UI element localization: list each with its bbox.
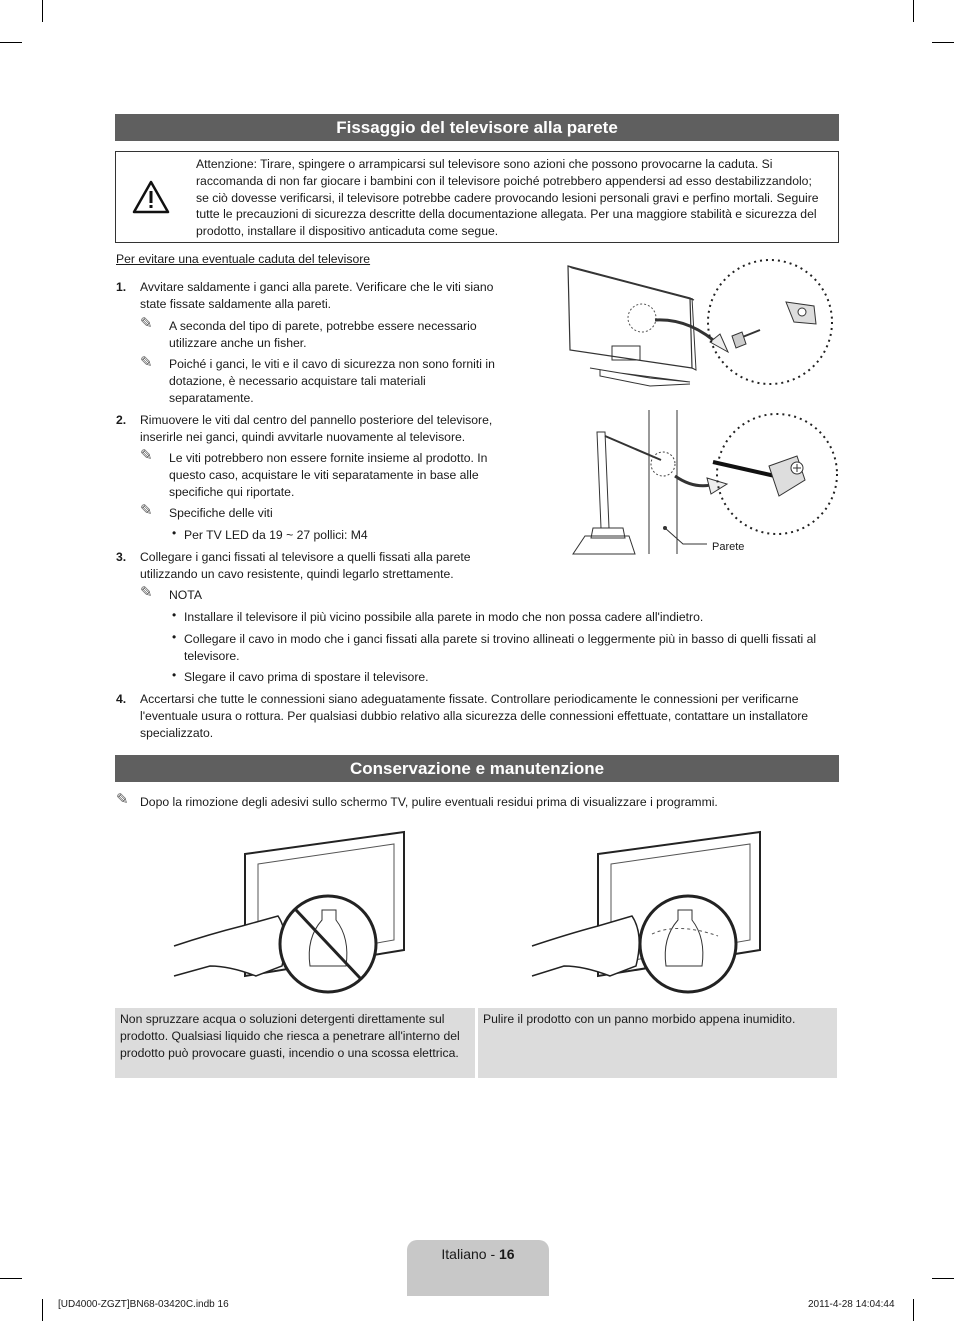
section-title-maintenance: Conservazione e manutenzione bbox=[115, 755, 839, 782]
crop-mark bbox=[932, 1278, 954, 1279]
soft-cloth-illustration bbox=[528, 826, 778, 998]
step-3-text: Collegare i ganci fissati al televisore a quelli fissati alla parete utilizzando un cavo resistente, quindi legarlo strettamente. bbox=[140, 550, 471, 581]
wall-label: Parete bbox=[712, 541, 745, 553]
step-2-note-2: Specifiche delle viti bbox=[169, 506, 273, 520]
subheading: Per evitare una eventuale caduta del televisore bbox=[116, 252, 371, 266]
step-1-note-1: A seconda del tipo di parete, potrebbe essere necessario utilizzare anche un fisher. bbox=[169, 319, 477, 350]
language-label: Italiano - bbox=[441, 1246, 499, 1262]
nota-bullet-1: Installare il televisore il più vicino possibile alla parete in modo che non possa cadere all'indietro. bbox=[184, 610, 704, 624]
print-date: 2011-4-28 14:04:44 bbox=[808, 1299, 895, 1310]
warning-text bbox=[196, 156, 826, 240]
nota-label: NOTA bbox=[169, 588, 202, 602]
section-title-wall-mount: Fissaggio del televisore alla parete bbox=[115, 114, 839, 141]
crop-mark bbox=[0, 1278, 22, 1279]
crop-mark bbox=[42, 0, 43, 22]
cleaning-instruction-cell: Pulire il prodotto con un panno morbido appena inumidito. bbox=[478, 1008, 837, 1078]
page-number-tab bbox=[407, 1240, 549, 1296]
crop-mark bbox=[42, 1299, 43, 1321]
step-1-note-2: Poiché i ganci, le viti e il cavo di sicurezza non sono forniti in dotazione, è necessario acquistare tali materiali separatamente. bbox=[169, 357, 495, 405]
crop-mark bbox=[913, 0, 914, 22]
step-number: 2. bbox=[116, 413, 127, 427]
step-2-bullet: Per TV LED da 19 ~ 27 pollici: M4 bbox=[184, 528, 368, 542]
cleaning-warning-cell: Non spruzzare acqua o soluzioni detergenti direttamente sul prodotto. Qualsiasi liquido che riesca a penetrare all'interno del prodotto può provocare guasti, incendio o una scossa elettrica. bbox=[115, 1008, 475, 1078]
crop-mark bbox=[932, 42, 954, 43]
crop-mark bbox=[0, 42, 22, 43]
step-2-note-1: Le viti potrebbero non essere fornite insieme al prodotto. In questo caso, acquistare le viti separatamente in base alle specifiche qui riportate. bbox=[169, 451, 488, 499]
nota-bullet-3: Slegare il cavo prima di spostare il televisore. bbox=[184, 670, 429, 684]
bullet-icon: • bbox=[172, 526, 177, 540]
pencil-note-icon: ✎ bbox=[140, 315, 153, 332]
step-number: 1. bbox=[116, 280, 127, 294]
pencil-note-icon: ✎ bbox=[140, 584, 153, 601]
pencil-note-icon: ✎ bbox=[140, 502, 153, 519]
tv-back-bracket-illustration bbox=[560, 258, 840, 398]
pencil-note-icon: ✎ bbox=[116, 791, 129, 808]
page-number: 16 bbox=[499, 1246, 515, 1262]
step-4-text: Accertarsi che tutte le connessioni siano adeguatamente fissate. Controllare periodicamente le connessioni per verificarne l'eventuale usura o rottura. Per qualsiasi dubbio relativo alla sicurezza delle connessioni effettuate, contattare un installatore specializzato. bbox=[140, 692, 809, 740]
tv-side-wall-illustration bbox=[565, 410, 845, 560]
warning-box bbox=[115, 151, 839, 243]
no-spray-illustration bbox=[170, 826, 420, 998]
file-name: [UD4000-ZGZT]BN68-03420C.indb 16 bbox=[58, 1299, 229, 1310]
nota-bullet-2: Collegare il cavo in modo che i ganci fissati alla parete si trovino allineati o leggermente più in basso di quelli fissati al televisore. bbox=[184, 632, 817, 663]
maintenance-note: Dopo la rimozione degli adesivi sullo schermo TV, pulire eventuali residui prima di visualizzare i programmi. bbox=[140, 795, 718, 809]
bullet-icon: • bbox=[172, 608, 177, 622]
warning-triangle-icon bbox=[132, 180, 170, 214]
warning-label: Attenzione bbox=[196, 157, 254, 171]
bullet-icon: • bbox=[172, 630, 177, 644]
pencil-note-icon: ✎ bbox=[140, 447, 153, 464]
pencil-note-icon: ✎ bbox=[140, 354, 153, 371]
step-number: 3. bbox=[116, 550, 127, 564]
step-1-text: Avvitare saldamente i ganci alla parete. Verificare che le viti siano state fissate saldamente alla pareti. bbox=[140, 280, 494, 311]
step-2-text: Rimuovere le viti dal centro del pannello posteriore del televisore, inserirle nei ganci, quindi avvitarle nuovamente al televisore. bbox=[140, 413, 493, 444]
crop-mark bbox=[913, 1299, 914, 1321]
step-number: 4. bbox=[116, 692, 127, 706]
bullet-icon: • bbox=[172, 668, 177, 682]
warning-body: : Tirare, spingere o arrampicarsi sul televisore sono azioni che possono provocarne la caduta. Si raccomanda di non far giocare i bambini con il televisore poiché potrebbero appendersi ad esso destabilizzandolo; se ciò dovesse verificarsi, il televisore potrebbe cadere provocando lesioni personali gravi e perfino mortali. Seguire tutte le precauzioni di sicurezza descritte della documentazione allegata. Per una maggiore stabilità e sicurezza del prodotto, installare il dispositivo anticaduta come segue. bbox=[196, 157, 819, 239]
